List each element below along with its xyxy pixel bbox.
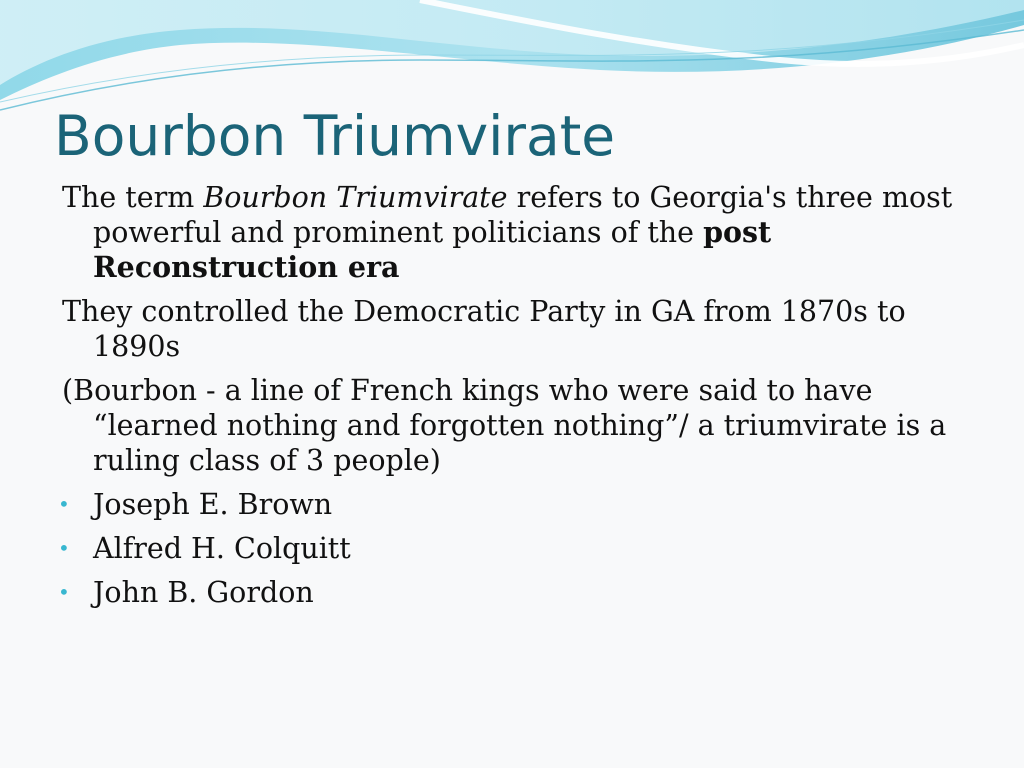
paragraph-1-strong: post Reconstruction era bbox=[93, 215, 772, 284]
bullet-dot-icon: • bbox=[58, 492, 70, 516]
list-item-text: Joseph E. Brown bbox=[93, 488, 333, 521]
bullet-dot-icon: • bbox=[58, 580, 70, 604]
list-item bbox=[58, 531, 962, 566]
list-item-text: John B. Gordon bbox=[93, 576, 314, 609]
paragraph-bourbon-note: (Bourbon - a line of French kings who were said to have “learned nothing and forgotten nothing”/ a triumvirate is a ruling class of 3 people) bbox=[62, 374, 947, 477]
slide-title: Bourbon Triumvirate bbox=[54, 104, 616, 168]
list-item bbox=[58, 487, 962, 522]
member-list bbox=[58, 487, 962, 610]
paragraph-1-prefix: The term bbox=[62, 181, 204, 214]
paragraph-1-middle: refers to Georgia's three most powerful and prominent politicians of the bbox=[93, 181, 953, 249]
list-item-text: Alfred H. Colquitt bbox=[93, 532, 351, 565]
paragraph-term-definition bbox=[62, 180, 962, 285]
list-item bbox=[58, 575, 962, 610]
slide-body bbox=[58, 180, 962, 619]
bullet-dot-icon: • bbox=[58, 536, 70, 560]
paragraph-democratic-party: They controlled the Democratic Party in GA from 1870s to 1890s bbox=[62, 295, 906, 363]
paragraph-1-emphasis: Bourbon Triumvirate bbox=[203, 181, 508, 214]
